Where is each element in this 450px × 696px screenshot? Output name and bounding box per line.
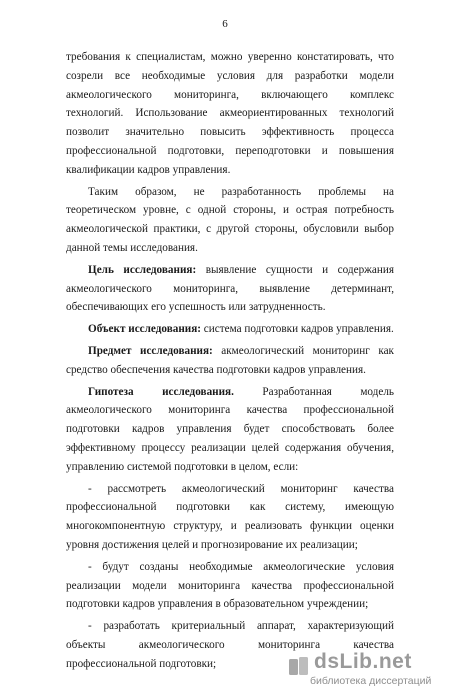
document-body [66,48,394,674]
goal-label: Цель исследования: [88,263,197,276]
watermark-title: dsLib.net [314,650,412,673]
watermark-subtitle: библиотека диссертаций [310,675,432,687]
page-number: 6 [222,18,228,30]
dslib-logo-icon [288,656,310,678]
object-label: Объект исследования: [88,323,201,336]
paragraph-relevance: Таким образом, не разработанность проблемы на теоретическом уровне, с одной стороны, и острая потребность акмеологической практики, с другой стороны, обусловили выбор данной темы исследования. [66,185,394,254]
hypothesis-label: Гипотеза исследования. [88,385,234,398]
subject-text: акмеологический мониторинг как средство обеспечения качества подготовки кадров управления. [66,344,394,376]
paragraph-object [66,320,394,339]
paragraph-intro-continuation: требования к специалистам, можно уверенно констатировать, что созрели все необходимые условия для разработки модели акмеологического мониторинга, включающего комплекс технологий. Использование акмеориентированных технологий позволит значительно повысить эффективность процесса профессиональной подготовки, переподготовки и повышения квалификации кадров управления. [66,51,394,176]
hypothesis-text: Разработанная модель акмеологического мониторинга качества профессиональной подготовки кадров управления будет способствовать более эффективному процессу реализации целей содержания обучения, управлению системой подготовки в целом, если: [66,385,395,473]
paragraph-goal [66,261,394,317]
list-item: - рассмотреть акмеологический мониторинг качества профессиональной подготовки как систему, имеющую многокомпонентную структуру, и реализовать функции оценки уровня достижения целей и прогнозирование их реализации; [66,482,394,551]
object-text: система подготовки кадров управления. [201,323,394,336]
paragraph-hypothesis [66,383,394,477]
paragraph-subject [66,342,394,380]
goal-text: выявление сущности и содержания акмеологического мониторинга, выявление детерминант, обеспечивающих его успешность или затрудненность. [66,263,394,314]
list-item: - будут созданы необходимые акмеологические условия реализации модели мониторинга качества профессиональной подготовки кадров управления в образовательном учреждении; [66,560,394,611]
subject-label: Предмет исследования: [88,344,213,357]
watermark [288,650,438,690]
list-item: - разработать критериальный аппарат, характеризующий объекты акмеологического мониторинга качества профессиональной подготовки; [66,620,394,670]
